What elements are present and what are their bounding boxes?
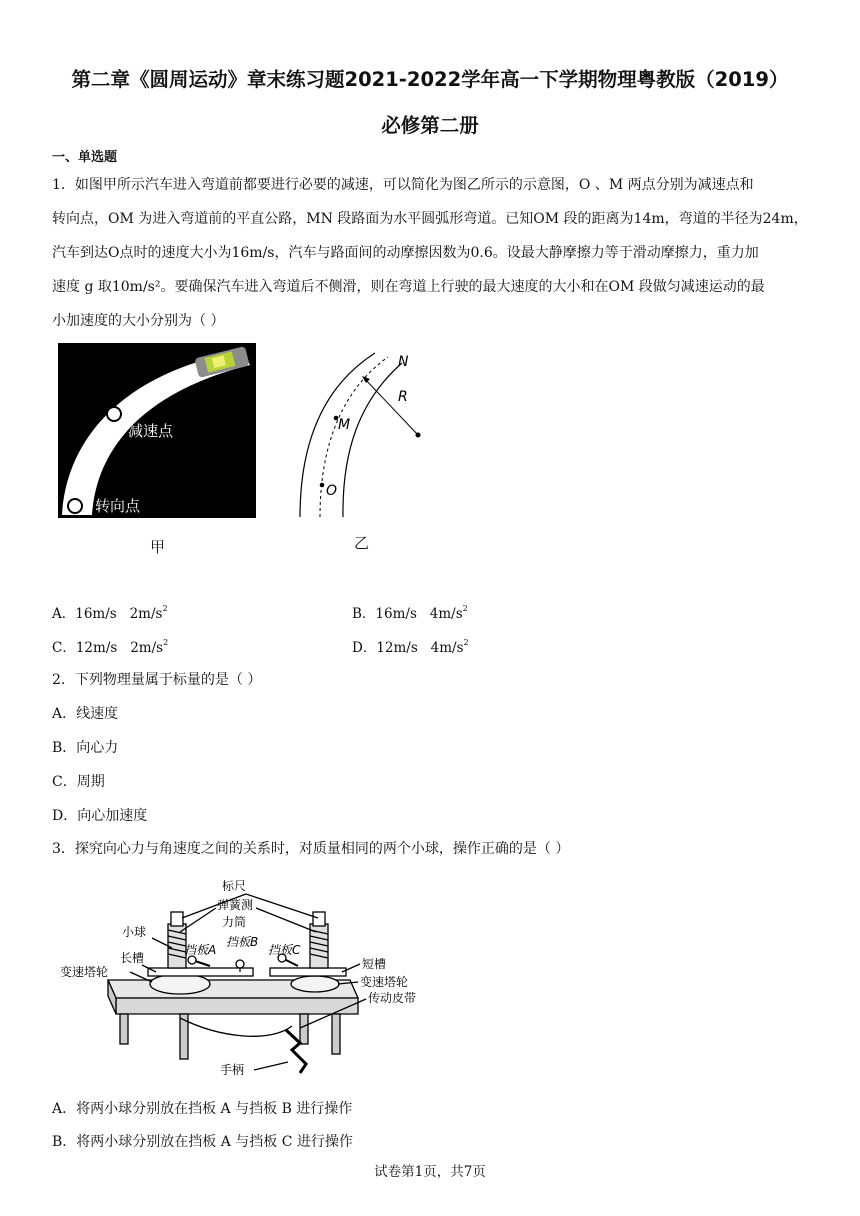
q2-option-d: D．向心加速度: [52, 808, 148, 824]
label-belt: 传动皮带: [368, 991, 417, 1005]
label-plate-a: 挡板A: [184, 943, 217, 957]
decel-point-marker: [107, 407, 121, 421]
q1-option-c: C．12m/s $2m/s^2$: [52, 638, 169, 656]
q1-option-b: B．16m/s $4m/s^2$: [352, 604, 468, 622]
label-turn: 转向点: [95, 497, 141, 515]
q1-line-1: 1．如图甲所示汽车进入弯道前都要进行必要的减速，可以简化为图乙所示的示意图，O 、M 两点分别为减速点和: [52, 177, 754, 193]
label-ruler: 标尺: [222, 879, 247, 893]
q3-option-a: A．将两小球分别放在挡板 A 与挡板 B 进行操作: [52, 1101, 353, 1117]
label-R: R: [398, 389, 408, 405]
q2-option-a: A．线速度: [52, 706, 119, 722]
label-handle: 手柄: [220, 1063, 245, 1077]
q1-option-a: A．16m/s $2m/s^2$: [52, 604, 168, 622]
label-decel: 减速点: [128, 422, 174, 440]
q1-line-3: 汽车到达O点时的速度大小为16m/s，汽车与路面间的动摩擦因数为0.6。设最大静摩擦力等于滑动摩擦力，重力加: [52, 245, 759, 261]
label-O: O: [326, 483, 338, 499]
figure-centripetal-apparatus: [60, 868, 440, 1083]
label-short-slot: 短槽: [362, 957, 387, 971]
turn-point-marker: [68, 499, 82, 513]
q3-stem: 3．探究向心力与角速度之间的关系时，对质量相同的两个小球，操作正确的是（ ）: [52, 841, 570, 857]
q1-option-d: D．12m/s $4m/s^2$: [352, 638, 469, 656]
label-plate-c: 挡板C: [268, 943, 301, 957]
doc-title-line1: 第二章《圆周运动》章末练习题2021-2022学年高一下学期物理粤教版（2019）: [71, 68, 789, 91]
label-wheel-left: 变速塔轮: [60, 965, 109, 979]
page-footer: 试卷第1页，共7页: [374, 1164, 486, 1180]
q2-stem: 2．下列物理量属于标量的是（ ）: [52, 672, 262, 688]
figure-jia: [58, 343, 256, 518]
q1-line-5: 小加速度的大小分别为（ ）: [52, 313, 225, 329]
label-N: N: [398, 354, 409, 370]
q2-option-b: B．向心力: [52, 740, 119, 756]
caption-yi: 乙: [354, 534, 370, 552]
label-ball: 小球: [122, 925, 147, 939]
label-M: M: [338, 417, 351, 433]
q2-option-c: C．周期: [52, 774, 105, 790]
label-plate-b: 挡板B: [226, 935, 259, 949]
figure-yi: [290, 345, 440, 525]
q1-line-4: 速度 g 取10m/s²。要确保汽车进入弯道后不侧滑，则在弯道上行驶的最大速度的大小和在OM 段做匀减速运动的最: [52, 279, 765, 295]
section-heading: 一、单选题: [52, 150, 118, 165]
label-long-slot: 长槽: [120, 951, 145, 965]
label-spring-2: 力筒: [222, 915, 247, 929]
q1-line-2: 转向点，OM 为进入弯道前的平直公路，MN 段路面为水平圆弧形弯道。已知OM 段的距离为14m，弯道的半径为24m，: [52, 211, 808, 227]
label-spring-1: 弹簧测: [217, 898, 254, 912]
label-wheel-right: 变速塔轮: [360, 975, 409, 989]
doc-title-line2: 必修第二册: [381, 114, 479, 137]
caption-jia: 甲: [150, 538, 166, 556]
q3-option-b: B．将两小球分别放在挡板 A 与挡板 C 进行操作: [52, 1134, 353, 1150]
